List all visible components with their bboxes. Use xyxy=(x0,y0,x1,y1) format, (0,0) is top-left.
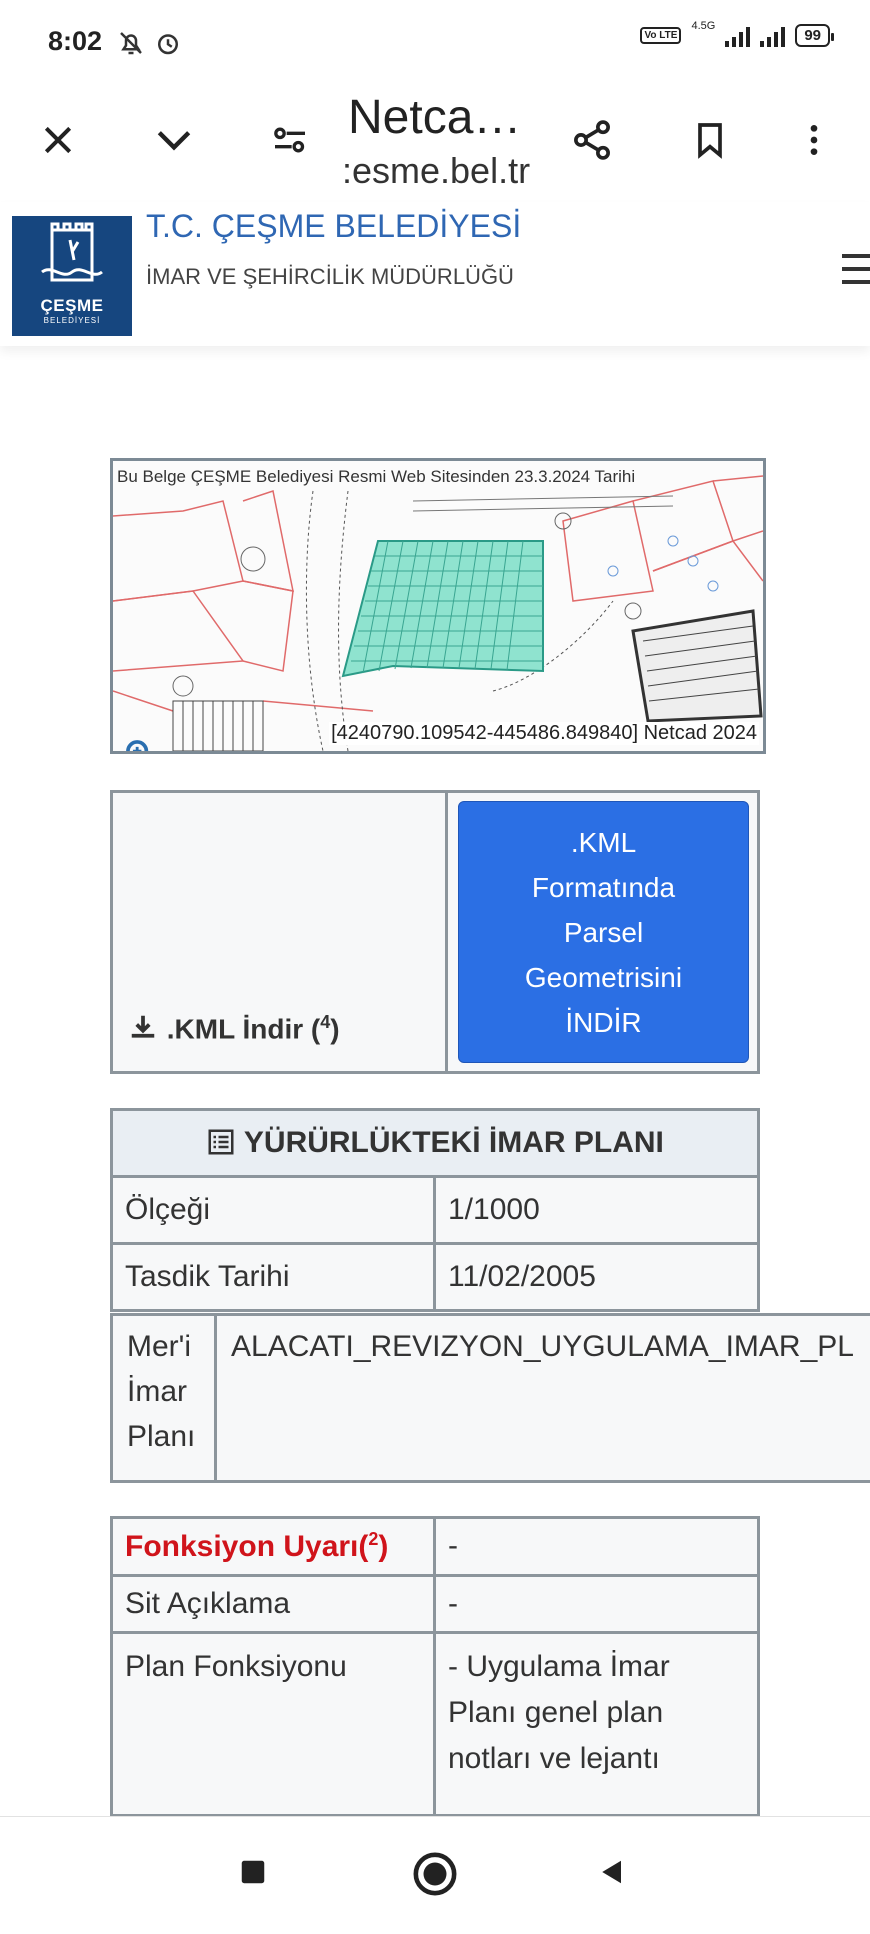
row-label: Ölçeği xyxy=(112,1177,435,1244)
tune-icon xyxy=(270,120,310,160)
kml-button-line: Geometrisini xyxy=(524,961,683,993)
kml-download-label: .KML İndir ( xyxy=(166,1013,321,1044)
zoning-plan-table xyxy=(110,1108,760,1312)
kml-button-line: .KML xyxy=(570,826,637,858)
download-icon xyxy=(127,1012,159,1042)
meri-imar-row xyxy=(110,1313,870,1483)
zoom-in-icon xyxy=(123,737,157,754)
function-warning-label xyxy=(112,1518,435,1576)
kml-download-table xyxy=(110,790,760,1074)
logo-text: ÇEŞME xyxy=(40,296,104,315)
page-title: Netca… xyxy=(348,91,522,144)
status-bar xyxy=(0,0,870,84)
kml-download-link[interactable] xyxy=(112,792,447,1073)
menu-button[interactable] xyxy=(842,254,870,290)
parcel-map[interactable] xyxy=(110,458,766,754)
map-coordinates: [4240790.109542-445486.849840] Netcad 2024 xyxy=(331,722,757,744)
map-drawing xyxy=(113,461,763,751)
bookmark-button[interactable] xyxy=(678,108,742,172)
function-table xyxy=(110,1516,760,1817)
warning-footnote: 2 xyxy=(368,1529,379,1549)
kml-download-button[interactable] xyxy=(458,801,749,1063)
meri-imar-label xyxy=(113,1316,217,1480)
back-button[interactable] xyxy=(596,1857,626,1892)
list-icon xyxy=(206,1127,236,1157)
system-nav-bar xyxy=(0,1816,870,1934)
chevron-down-icon xyxy=(152,118,196,162)
close-button[interactable] xyxy=(26,108,90,172)
signal-icon-2 xyxy=(760,25,785,47)
kml-footnote: 4 xyxy=(320,1011,331,1032)
bookmark-icon xyxy=(690,118,730,162)
share-button[interactable] xyxy=(560,108,624,172)
castle-icon xyxy=(12,216,132,296)
meri-label-line: İmar xyxy=(127,1375,187,1408)
kml-button-cell xyxy=(447,792,759,1073)
plan-function-line: - Uygulama İmar xyxy=(448,1650,670,1683)
table-row xyxy=(112,1244,759,1311)
bell-off-icon xyxy=(116,28,146,58)
kml-button-line: Formatında xyxy=(531,871,676,903)
table-row xyxy=(112,1177,759,1244)
zoning-plan-title: YÜRÜRLÜKTEKİ İMAR PLANI xyxy=(243,1126,664,1159)
row-value: 11/02/2005 xyxy=(435,1244,759,1311)
close-icon xyxy=(38,120,78,160)
signal-icon xyxy=(725,25,750,47)
sit-label: Sit Açıklama xyxy=(112,1576,435,1633)
share-icon xyxy=(570,118,614,162)
zoning-plan-header xyxy=(112,1110,759,1177)
meri-label-line: Mer'i xyxy=(127,1330,192,1363)
site-title[interactable]: T.C. ÇEŞME BELEDİYESİ xyxy=(146,208,522,244)
row-value: 1/1000 xyxy=(435,1177,759,1244)
home-circle-icon xyxy=(412,1851,458,1897)
warning-label: Fonksiyon Uyarı( xyxy=(125,1530,369,1563)
site-subtitle: İMAR VE ŞEHİRCİLİK MÜDÜRLÜĞÜ xyxy=(146,264,514,289)
site-settings-button[interactable] xyxy=(258,108,322,172)
browser-toolbar xyxy=(0,84,870,203)
back-triangle-icon xyxy=(596,1857,626,1887)
network-type: 4.5G xyxy=(691,19,716,32)
logo-subtext: BELEDİYESİ xyxy=(43,316,101,325)
function-warning-value: - xyxy=(435,1518,759,1576)
status-right xyxy=(640,19,830,47)
cesme-logo[interactable] xyxy=(12,216,132,336)
more-options-button[interactable] xyxy=(782,108,846,172)
page-url[interactable]: :esme.bel.tr xyxy=(342,150,531,191)
meri-imar-value: ALACATI_REVIZYON_UYGULAMA_IMAR_PL xyxy=(231,1330,854,1363)
kml-button-line: İNDİR xyxy=(565,1006,642,1038)
map-caption: Bu Belge ÇEŞME Belediyesi Resmi Web Sitesinden 23.3.2024 Tarihi xyxy=(117,467,636,486)
row-label: Tasdik Tarihi xyxy=(112,1244,435,1311)
square-icon xyxy=(238,1857,268,1887)
meri-label-line: Planı xyxy=(127,1420,196,1453)
sit-value: - xyxy=(435,1576,759,1633)
table-row xyxy=(112,1518,759,1576)
status-icons xyxy=(116,26,183,58)
plan-function-label: Plan Fonksiyonu xyxy=(112,1633,435,1816)
kml-download-close: ) xyxy=(330,1013,340,1044)
table-row xyxy=(112,1576,759,1633)
site-header xyxy=(0,202,870,346)
table-row xyxy=(112,1633,759,1816)
plan-function-line: notları ve lejantı xyxy=(448,1742,660,1775)
plan-function-value xyxy=(435,1633,759,1816)
more-vertical-icon xyxy=(794,118,834,162)
battery-indicator: 99 xyxy=(795,24,830,47)
home-button[interactable] xyxy=(412,1851,458,1902)
volte-badge: Vo LTE xyxy=(640,27,681,44)
minimize-button[interactable] xyxy=(142,108,206,172)
alarm-icon xyxy=(153,28,183,58)
recents-button[interactable] xyxy=(238,1857,268,1892)
warning-close: ) xyxy=(378,1530,389,1563)
plan-function-line: Planı genel plan xyxy=(448,1696,664,1729)
status-time: 8:02 xyxy=(48,26,103,56)
kml-button-line: Parsel xyxy=(563,916,644,948)
